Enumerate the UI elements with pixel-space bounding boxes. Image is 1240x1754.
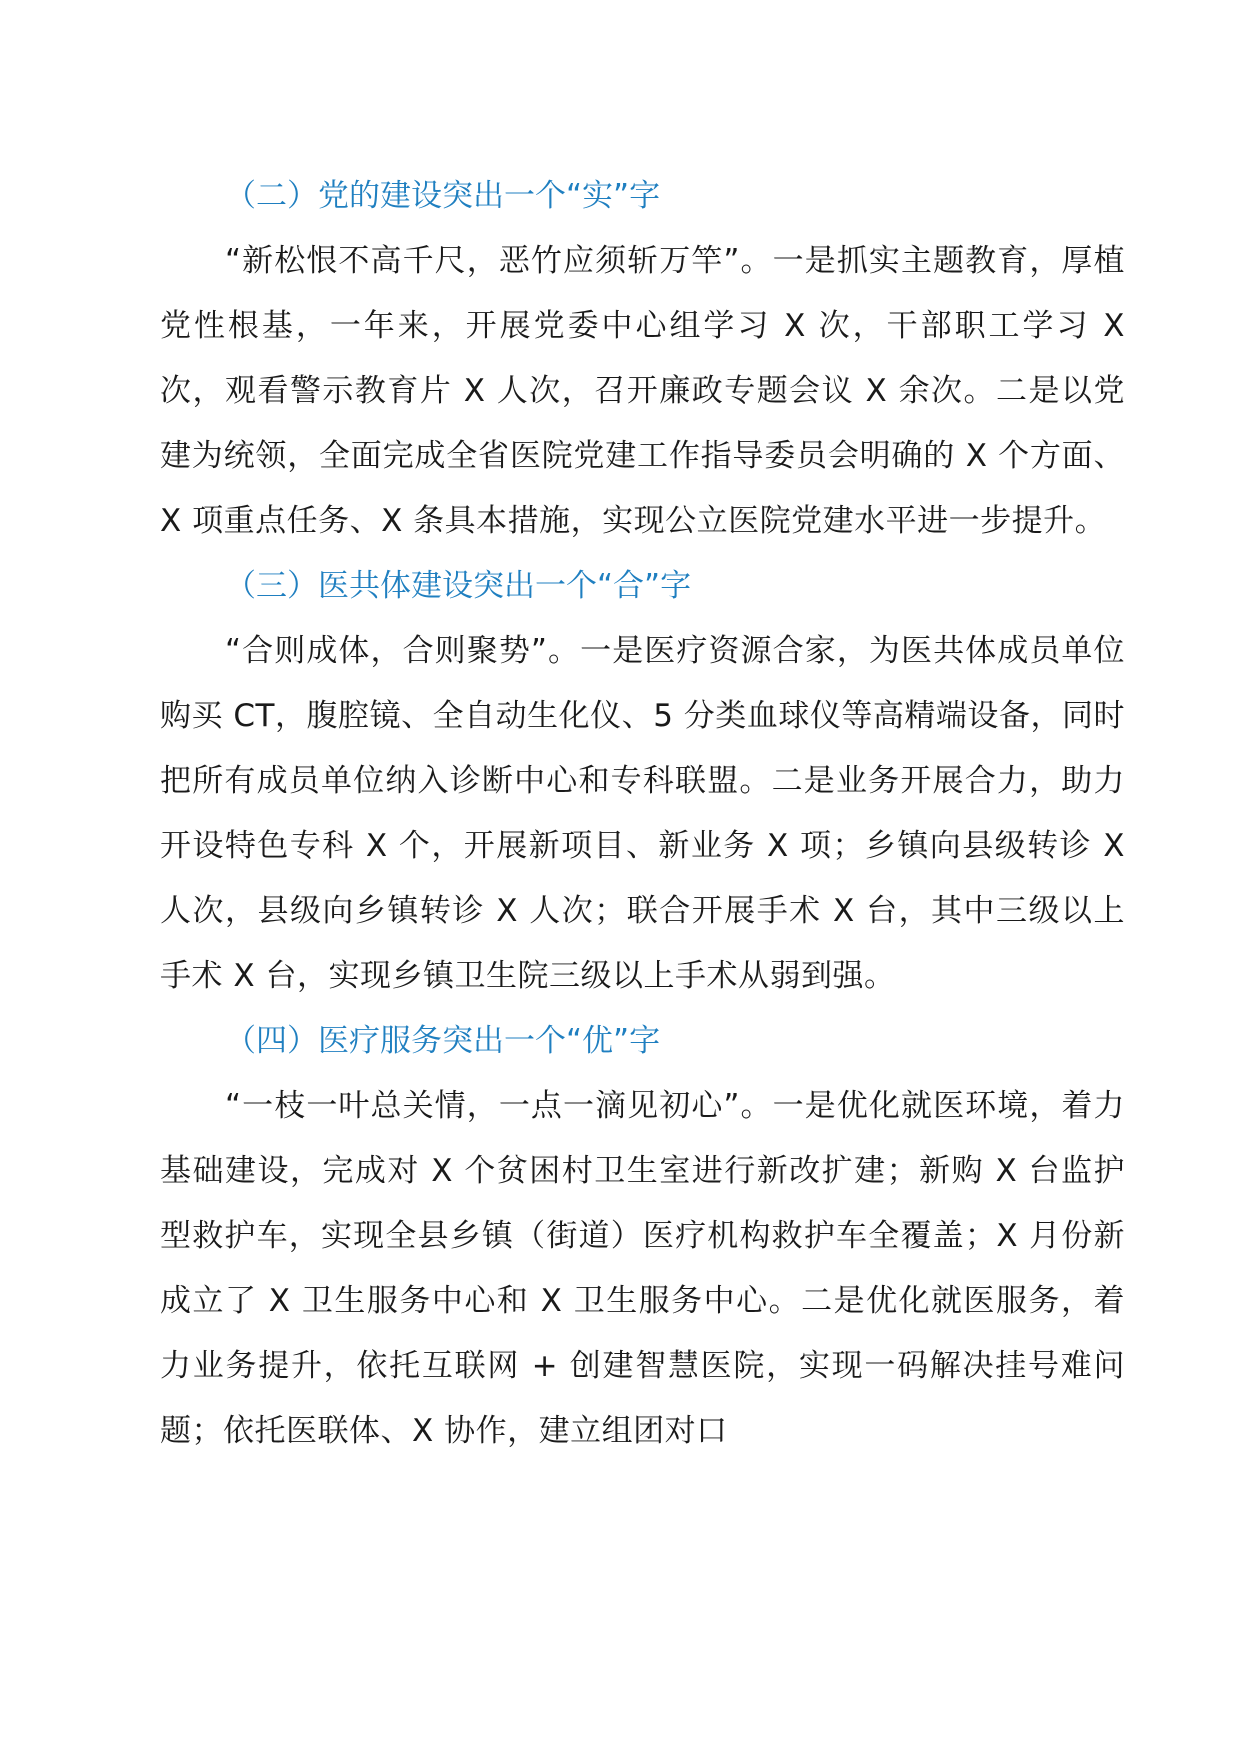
- section-heading-medical-community: （三）医共体建设突出一个“合”字: [225, 568, 692, 604]
- document-content: [160, 164, 1125, 1464]
- section-heading-party-building: （二）党的建设突出一个“实”字: [225, 178, 661, 214]
- section-body-medical-community: “合则成体，合则聚势”。一是医疗资源合家，为医共体成员单位购买 CT，腹腔镜、全自动生化仪、5 分类血球仪等高精端设备，同时把所有成员单位纳入诊断中心和专科联盟。二是业务开展合力，助力开设特色专科 X 个，开展新项目、新业务 X 项；乡镇向县级转诊 X 人次，县级向乡镇转诊 X 人次；联合开展手术 X 台，其中三级以上手术 X 台，实现乡镇卫生院三级以上手术从弱到强。: [160, 633, 1125, 994]
- section-body-party-building: “新松恨不高千尺，恶竹应须斩万竿”。一是抓实主题教育，厚植党性根基，一年来，开展党委中心组学习 X 次，干部职工学习 X 次，观看警示教育片 X 人次，召开廉政专题会议 X 余次。二是以党建为统领，全面完成全省医院党建工作指导委员会明确的 X 个方面、X 项重点任务、X 条具本措施，实现公立医院党建水平进一步提升。: [160, 243, 1125, 539]
- section-heading-medical-service: （四）医疗服务突出一个“优”字: [225, 1023, 661, 1059]
- section-body-medical-service: “一枝一叶总关情，一点一滴见初心”。一是优化就医环境，着力基础建设，完成对 X 个贫困村卫生室进行新改扩建；新购 X 台监护型救护车，实现全县乡镇（街道）医疗机构救护车全覆盖；X 月份新成立了 X 卫生服务中心和 X 卫生服务中心。二是优化就医服务，着力业务提升，依托互联网 + 创建智慧医院，实现一码解决挂号难问题；依托医联体、X 协作，建立组团对口: [160, 1088, 1125, 1449]
